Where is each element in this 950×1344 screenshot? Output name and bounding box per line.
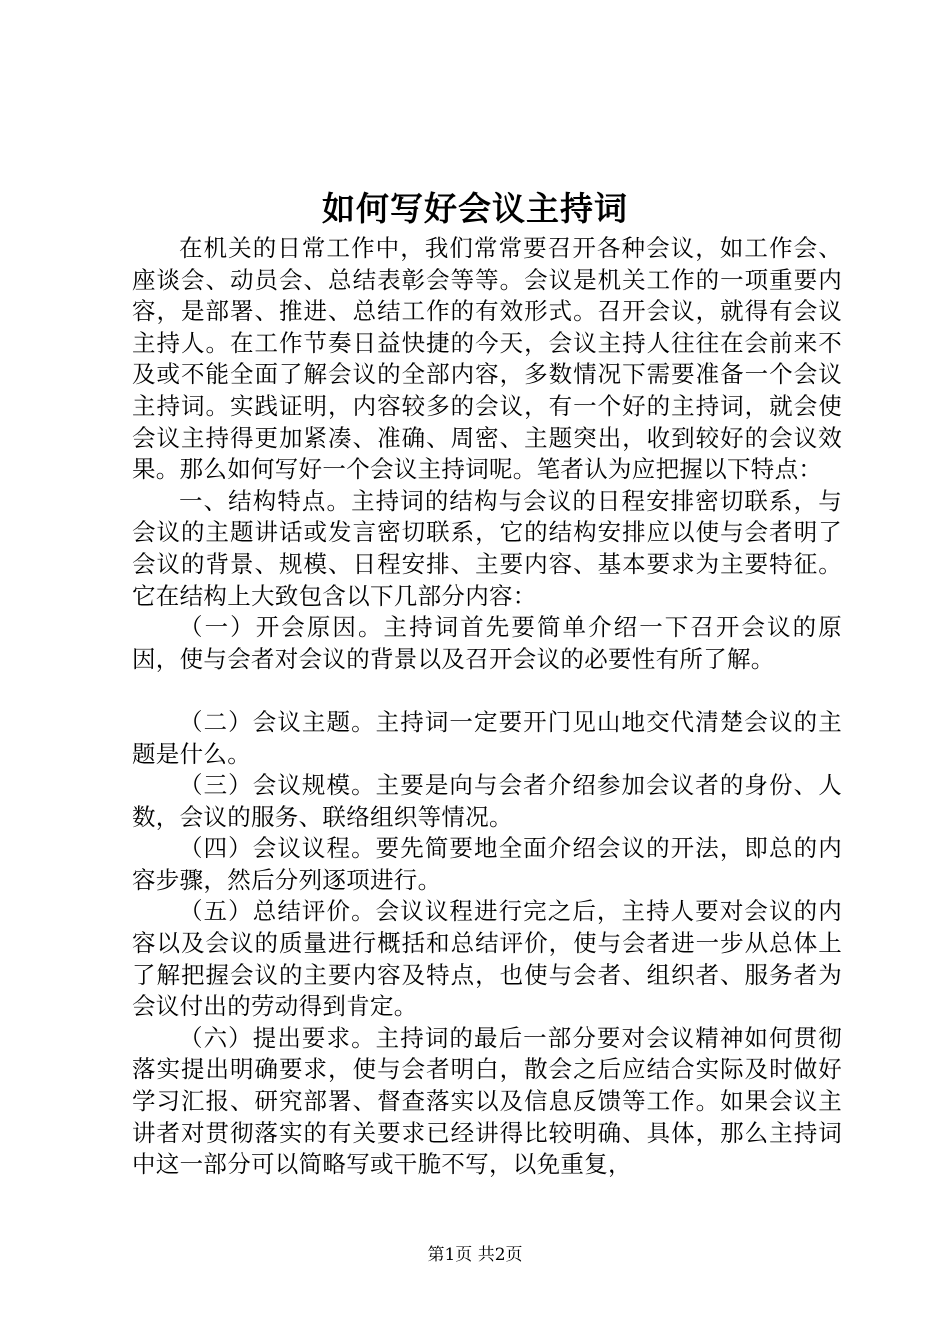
paragraph-structure: 一、结构特点。主持词的结构与会议的日程安排密切联系，与会议的主题讲话或发言密切联系，它的结构安排应以使与会者明了会议的背景、规模、日程安排、主要内容、基本要求为主要特征。它在结构上大致包含以下几部分内容： <box>132 486 842 610</box>
paragraph-reason: （一）开会原因。主持词首先要简单介绍一下召开会议的原因，使与会者对会议的背景以及召开会议的必要性有所了解。 <box>132 613 842 673</box>
document-title: 如何写好会议主持词 <box>322 189 628 228</box>
page-number-footer: 第1页 共2页 <box>427 1245 523 1265</box>
paragraph-theme: （二）会议主题。主持词一定要开门见山地交代清楚会议的主题是什么。 <box>132 707 842 768</box>
paragraph-scale: （三）会议规模。主要是向与会者介绍参加会议者的身份、人数，会议的服务、联络组织等情况。 <box>132 771 842 831</box>
paragraph-intro: 在机关的日常工作中，我们常常要召开各种会议，如工作会、座谈会、动员会、总结表彰会等等。会议是机关工作的一项重要内容，是部署、推进、总结工作的有效形式。召开会议，就得有会议主持人。在工作节奏日益快捷的今天，会议主持人往往在会前来不及或不能全面了解会议的全部内容，多数情况下需要准备一个会议主持词。实践证明，内容较多的会议，有一个好的主持词，就会使会议主持得更加紧凑、准确、周密、主题突出，收到较好的会议效果。那么如何写好一个会议主持词呢。笔者认为应把握以下特点： <box>132 234 842 484</box>
paragraph-summary: （五）总结评价。会议议程进行完之后，主持人要对会议的内容以及会议的质量进行概括和总结评价，使与会者进一步从总体上了解把握会议的主要内容及特点，也使与会者、组织者、服务者为会议付出的劳动得到肯定。 <box>132 897 842 1021</box>
document-body <box>132 233 842 1181</box>
paragraph-requirements: （六）提出要求。主持词的最后一部分要对会议精神如何贯彻落实提出明确要求，使与会者明白，散会之后应结合实际及时做好学习汇报、研究部署、督查落实以及信息反馈等工作。如果会议主讲者对贯彻落实的有关要求已经讲得比较明确、具体，那么主持词中这一部分可以简略写或干脆不写，以免重复， <box>132 1023 842 1179</box>
paragraph-agenda: （四）会议议程。要先简要地全面介绍会议的开法，即总的内容步骤，然后分列逐项进行。 <box>132 834 842 894</box>
